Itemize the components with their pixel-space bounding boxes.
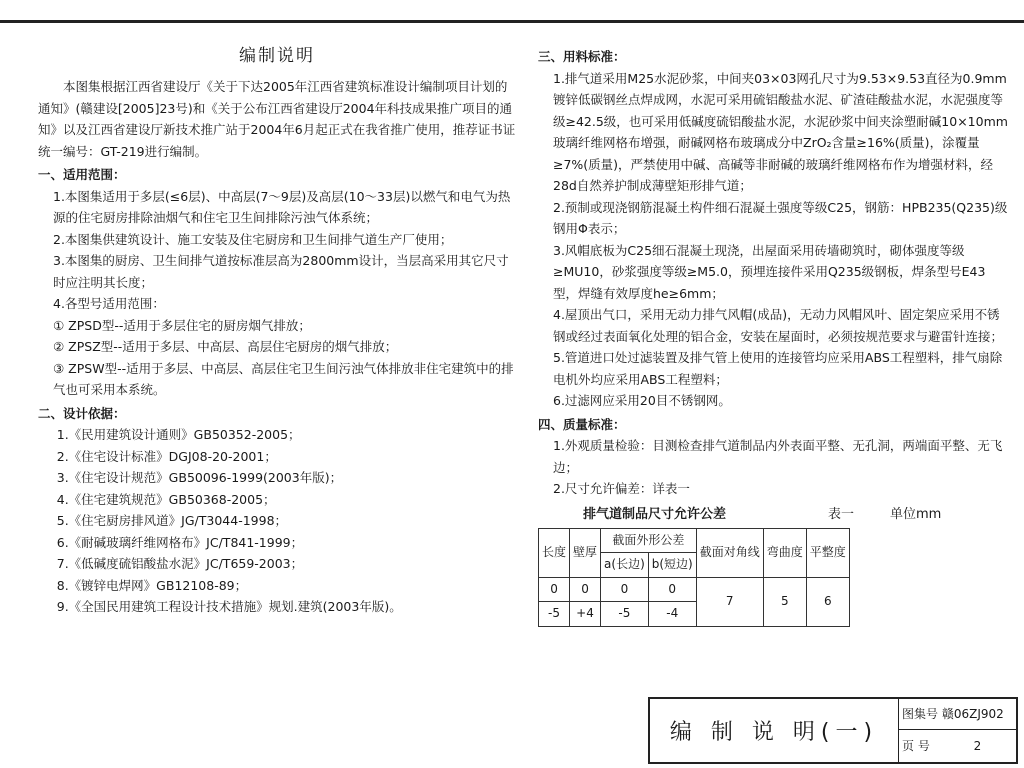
table-cell: 6 — [806, 577, 849, 626]
reference-item: 4.《住宅建筑规范》GB50368-2005； — [56, 491, 276, 507]
reference-item: 5.《住宅厨房排风道》JG/T3044-1998； — [56, 513, 288, 528]
table-cell: 0 — [601, 577, 649, 602]
material-item: 4.屋顶出气口，采用无动力排气风帽(成品)，无动力风帽风叶、固定架应采用不锈钢或经过表面氧化处理的铝合金，安装在屋面时，必须按规范要求与避雷针连接； — [553, 307, 1004, 344]
material-item: 5.管道进口处过滤装置及排气管上使用的连接管均应采用ABS工程塑料，排气扇除电机外均应采用ABS工程塑料； — [553, 350, 1003, 387]
section-1-heading: 一、适用范围： — [38, 167, 126, 182]
table-cell: 7 — [696, 577, 763, 626]
scope-item: 2.本图集供建筑设计、施工安装及住宅厨房和卫生间排气道生产厂使用； — [53, 231, 453, 247]
table-cell: 5 — [763, 577, 806, 626]
quality-item: 1.外观质量检验：目测检查排气道制品内外表面平整、无孔洞，两端面平整、无飞边； — [553, 438, 1003, 475]
scope-item: 3.本图集的厨房、卫生间排气道按标准层高为2800mm设计，当层高采用其它尺寸时应注明其长度； — [53, 253, 509, 290]
table-cell: 0 — [648, 577, 696, 602]
table-caption — [538, 504, 1008, 526]
model-item: ③ ZPSW型--适用于多层、中高层、高层住宅卫生间污浊气体排放非住宅建筑中的排气也可采用本系统。 — [53, 360, 514, 397]
header-a: a(长边) — [601, 553, 649, 578]
table-title: 排气道制品尺寸允许公差 — [583, 506, 727, 522]
top-border-line — [0, 20, 1024, 23]
atlas-value: 赣06ZJ902 — [941, 707, 1004, 721]
page-value: 2 — [973, 739, 982, 753]
scope-item: 4.各型号适用范围： — [53, 296, 165, 311]
header-wall: 壁厚 — [570, 528, 601, 577]
page-label: 页 号 — [902, 739, 930, 753]
intro-paragraph: 本图集根据江西省建设厅《关于下达2005年江西省建筑标准设计编制项目计划的通知》(赣建设[2005]23号)和《关于公布江西省建设厅2004年科技成果推广项目的通知》以及江西省建设厅新技术推广站于2004年6月起正式在我省推广使用，推荐证书证统一编号：GT-219进行编制。 — [38, 79, 516, 159]
atlas-label: 图集号 — [902, 707, 939, 721]
table-cell: +4 — [570, 602, 601, 627]
reference-item: 3.《住宅设计规范》GB50096-1999(2003年版)； — [56, 470, 343, 485]
material-item: 1.排气道采用M25水泥砂浆，中间夹03×03网孔尺寸为9.53×9.53直径为0.9mm镀锌低碳钢丝点焊成网，水泥可采用硫铝酸盐水泥、矿渣硅酸盐水泥，水泥强度等级≥42.5级，也可采用低碱度硫铝酸盐水泥，水泥砂浆中间夹涂塑耐碱10×10mm玻璃纤维网格布增强，耐碱网格布玻璃成分中ZrO₂含量≥16%(质量)，涂覆量≥7%(质量)，严禁使用中碱、高碱等非耐碱的玻璃纤维网格布作为增强材料，经28d自然养护制成薄壁矩形排气道； — [553, 70, 1008, 193]
section-3-heading: 三、用料标准： — [538, 49, 626, 64]
table-header-row — [539, 528, 850, 553]
material-item: 3.风帽底板为C25细石混凝土现浇，出屋面采用砖墙砌筑时，砌体强度等级≥MU10，砂浆强度等级≥M5.0，预埋连接件采用Q235级钢板，焊条型号E43型，焊缝有效厚度he≥6mm； — [553, 242, 986, 301]
table-tag: 表一 — [828, 506, 855, 522]
model-item: ② ZPSZ型--适用于多层、中高层、高层住宅厨房的烟气排放； — [53, 339, 398, 354]
reference-item: 7.《低碱度硫铝酸盐水泥》JC/T659-2003； — [56, 556, 304, 571]
table-cell: -5 — [601, 602, 649, 627]
page-title: 编制说明 — [239, 46, 315, 66]
material-item: 2.预制或现浇钢筋混凝土构件细石混凝土强度等级C25，钢筋：HPB235(Q235)级钢用Φ表示； — [553, 199, 1008, 236]
section-4-heading: 四、质量标准： — [538, 416, 626, 432]
right-column — [538, 44, 1008, 627]
left-column — [38, 44, 516, 618]
model-item: ① ZPSD型--适用于多层住宅的厨房烟气排放； — [53, 317, 311, 333]
header-length: 长度 — [539, 528, 570, 577]
material-item: 6.过滤网应采用20目不锈钢网。 — [553, 393, 731, 408]
header-flatness: 平整度 — [806, 528, 849, 577]
reference-item: 2.《住宅设计标准》DGJ08-20-2001； — [56, 448, 277, 464]
title-block — [648, 697, 1018, 764]
table-cell: -5 — [539, 602, 570, 627]
table-cell: 0 — [539, 577, 570, 602]
reference-item: 9.《全国民用建筑工程设计技术措施》规划.建筑(2003年版)。 — [56, 599, 402, 614]
table-cell: -4 — [648, 602, 696, 627]
header-curvature: 弯曲度 — [763, 528, 806, 577]
reference-item: 1.《民用建筑设计通则》GB50352-2005； — [56, 427, 301, 442]
header-section: 截面外形公差 — [601, 528, 697, 553]
title-block-name: 编 制 说 明(一) — [650, 699, 899, 762]
reference-item: 8.《镀锌电焊网》GB12108-89； — [56, 577, 248, 593]
header-b: b(短边) — [648, 553, 696, 578]
quality-item: 2.尺寸允许偏差：详表一 — [553, 481, 690, 496]
page-number — [898, 731, 1016, 762]
scope-item: 1.本图集适用于多层(≤6层)、中高层(7～9层)及高层(10～33层)以燃气和电气为热源的住宅厨房排除油烟气和住宅卫生间排除污浊气体系统； — [53, 188, 511, 225]
table-cell: 0 — [570, 577, 601, 602]
atlas-number — [898, 699, 1016, 730]
table-unit: 单位mm — [890, 506, 942, 522]
section-2-heading: 二、设计依据： — [38, 405, 126, 421]
table-row — [539, 577, 850, 602]
header-diagonal: 截面对角线 — [696, 528, 763, 577]
reference-item: 6.《耐碱玻璃纤维网格布》JC/T841-1999； — [56, 534, 304, 550]
tolerance-table — [538, 528, 850, 627]
